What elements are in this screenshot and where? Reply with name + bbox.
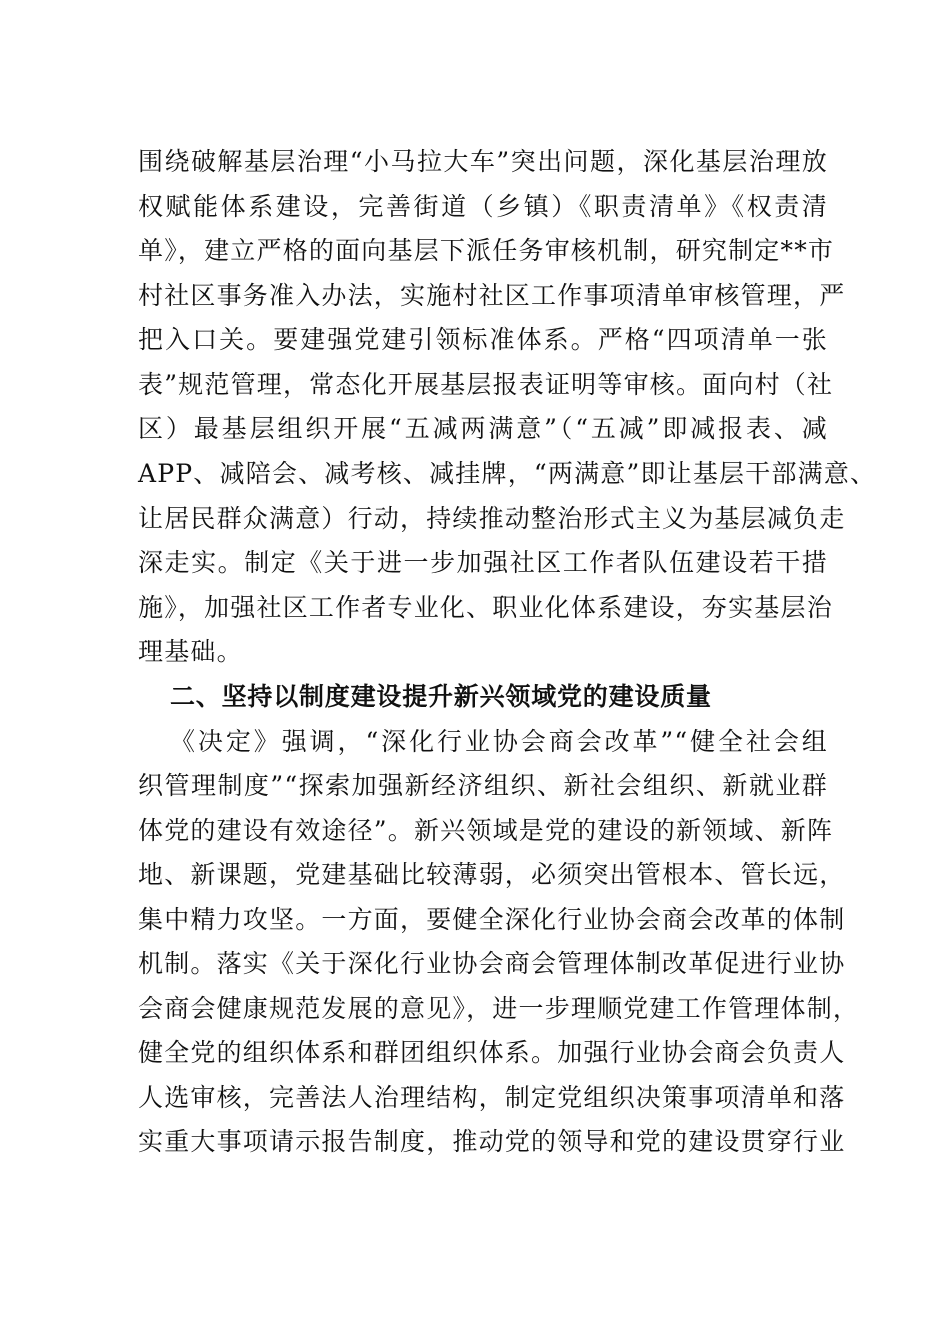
paragraph-2-line: 健全党的组织体系和群团组织体系。加强行业协会商会负责人 [138, 1038, 846, 1067]
paragraph-2-line: 人选审核，完善法人治理结构，制定党组织决策事项清单和落 [138, 1083, 846, 1112]
paragraph-1-line: 区）最基层组织开展“五减两满意”（“五减”即减报表、减 [138, 414, 828, 443]
section-heading: 二、坚持以制度建设提升新兴领域党的建设质量 [170, 682, 712, 711]
paragraph-2-line: 实重大事项请示报告制度，推动党的领导和党的建设贯穿行业 [138, 1127, 846, 1156]
paragraph-2-line: 地、新课题，党建基础比较薄弱，必须突出管根本、管长远， [138, 860, 846, 889]
paragraph-1-line: 让居民群众满意）行动，持续推动整治形式主义为基层减负走 [138, 504, 846, 533]
paragraph-1-line: 权赋能体系建设，完善街道（乡镇）《职责清单》《权责清 [138, 192, 828, 221]
paragraph-2-line: 体党的建设有效途径”。新兴领域是党的建设的新领域、新阵 [138, 816, 834, 845]
paragraph-1-line: 表”规范管理，常态化开展基层报表证明等审核。面向村（社 [138, 370, 834, 399]
paragraph-1-line: 把入口关。要建强党建引领标准体系。严格“四项清单一张 [138, 325, 828, 354]
paragraph-2-first-line: 《决定》强调，“深化行业协会商会改革”“健全社会组 [170, 727, 828, 756]
paragraph-1-line: 村社区事务准入办法，实施村社区工作事项清单审核管理，严 [138, 281, 846, 310]
paragraph-1-line: 单》，建立严格的面向基层下派任务审核机制，研究制定**市 [138, 236, 835, 265]
paragraph-2-line: 机制。落实《关于深化行业协会商会管理体制改革促进行业协 [138, 949, 846, 978]
paragraph-2-line: 集中精力攻坚。一方面，要健全深化行业协会商会改革的体制 [138, 905, 846, 934]
paragraph-1-line: 围绕破解基层治理“小马拉大车”突出问题，深化基层治理放 [138, 147, 828, 176]
paragraph-1-line: 深走实。制定《关于进一步加强社区工作者队伍建设若干措 [138, 548, 828, 577]
paragraph-2-line: 会商会健康规范发展的意见》，进一步理顺党建工作管理体制， [138, 994, 860, 1023]
paragraph-1-last-line: 理基础。 [138, 637, 243, 666]
paragraph-2-line: 织管理制度”“探索加强新经济组织、新社会组织、新就业群 [138, 771, 828, 800]
paragraph-1-line: APP、减陪会、减考核、减挂牌，“两满意”即让基层干部满意、 [138, 459, 877, 488]
paragraph-1-line: 施》，加强社区工作者专业化、职业化体系建设，夯实基层治 [138, 593, 833, 622]
